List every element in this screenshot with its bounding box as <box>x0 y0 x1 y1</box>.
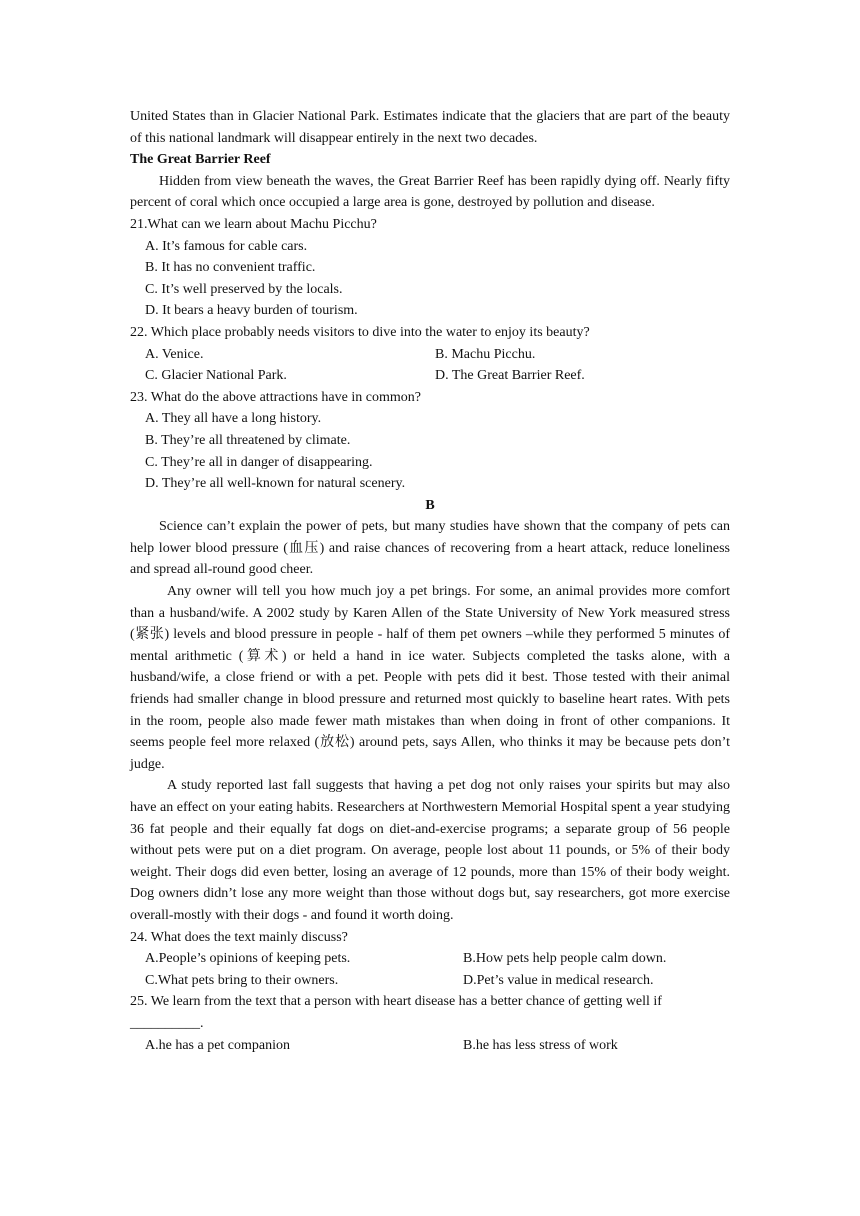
option-row <box>130 1035 730 1057</box>
option-a: A. It’s famous for cable cars. <box>145 238 308 254</box>
pets-paragraph-2: Any owner will tell you how much joy a pet brings. For some, an animal provides more comfort than a husband/wife. A 2002 study by Karen Allen of the State University of New York measured stress (紧张) levels and blood pressure in people - half of them pet owners –while they performed 5 minutes of mental arithmetic (算术) or held a hand in ice water. Subjects completed the tasks alone, with a husband/wife, a close friend or with a pet. People with pets did it best. Those tested with their animal friends had smaller change in blood pressure and returned most quickly to baseline heart rates. With pets in the room, people also made fewer math mistakes than when doing in front of other companions. It seems people feel more relaxed (放松) around pets, says Allen, who thinks it may be because pets don’t judge. <box>130 584 730 772</box>
option-d: D. They’re all well-known for natural scenery. <box>145 476 406 492</box>
question-23 <box>130 387 730 495</box>
option-a: A.he has a pet companion <box>145 1037 291 1053</box>
option-a: A. Venice. <box>145 346 204 362</box>
section-b-label: B <box>425 497 435 513</box>
option-b: B. Machu Picchu. <box>435 346 536 362</box>
document-page <box>130 106 730 1056</box>
option-row <box>130 365 730 387</box>
option-b: B. It has no convenient traffic. <box>145 260 316 276</box>
option-c: C.What pets bring to their owners. <box>145 972 339 988</box>
option-c: C. It’s well preserved by the locals. <box>145 281 343 297</box>
option-a: A. They all have a long history. <box>145 411 322 427</box>
pets-paragraph-1: Science can’t explain the power of pets, but many studies have shown that the company of pets can help lower blood pressure (血压) and raise chances of recovering from a heart attack, reduce loneliness and spread all-round good cheer. <box>130 519 730 578</box>
option-d: D. The Great Barrier Reef. <box>435 368 585 384</box>
question-stem: 21.What can we learn about Machu Picchu? <box>130 216 377 232</box>
question-22 <box>130 322 730 387</box>
glacier-paragraph-end: United States than in Glacier National Park. Estimates indicate that the glaciers that are part of the beauty of this national landmark will disappear entirely in the next two decades. <box>130 109 730 146</box>
reef-heading: The Great Barrier Reef <box>130 152 271 168</box>
reef-paragraph: Hidden from view beneath the waves, the Great Barrier Reef has been rapidly dying off. Nearly fifty percent of coral which once occupied a large area is gone, destroyed by pollution and disease. <box>130 173 730 211</box>
pets-paragraph-3: A study reported last fall suggests that having a pet dog not only raises your spirits but may also have an effect on your eating habits. Researchers at Northwestern Memorial Hospital spent a year studying 36 fat people and their equally fat dogs on diet-and-exercise programs; a separate group of 56 people without pets were put on a diet program. On average, people lost about 11 pounds, or 5% of their body weight. Their dogs did even better, losing an average of 12 pounds, more than 15% of their body weight. Dog owners didn’t lose any more weight than those without dogs but, say researchers, got more exercise overall-mostly with their dogs - and found it worth doing. <box>130 778 730 923</box>
option-row <box>130 970 730 992</box>
option-row <box>130 948 730 970</box>
question-21 <box>130 214 730 322</box>
option-row <box>130 344 730 366</box>
option-c: C. They’re all in danger of disappearing. <box>145 454 373 470</box>
answer-blank: __________. <box>130 1015 204 1031</box>
question-stem: 25. We learn from the text that a person with heart disease has a better chance of getting well if <box>130 994 662 1010</box>
option-d: D.Pet’s value in medical research. <box>463 972 654 988</box>
option-b: B. They’re all threatened by climate. <box>145 432 351 448</box>
question-24 <box>130 927 730 992</box>
option-b: B.he has less stress of work <box>463 1037 618 1053</box>
option-d: D. It bears a heavy burden of tourism. <box>145 303 358 319</box>
question-stem: 23. What do the above attractions have in common? <box>130 389 421 405</box>
question-stem: 24. What does the text mainly discuss? <box>130 929 348 945</box>
question-stem: 22. Which place probably needs visitors to dive into the water to enjoy its beauty? <box>130 324 590 340</box>
option-a: A.People’s opinions of keeping pets. <box>145 951 351 967</box>
question-25 <box>130 991 730 1056</box>
option-b: B.How pets help people calm down. <box>463 951 667 967</box>
option-c: C. Glacier National Park. <box>145 368 287 384</box>
